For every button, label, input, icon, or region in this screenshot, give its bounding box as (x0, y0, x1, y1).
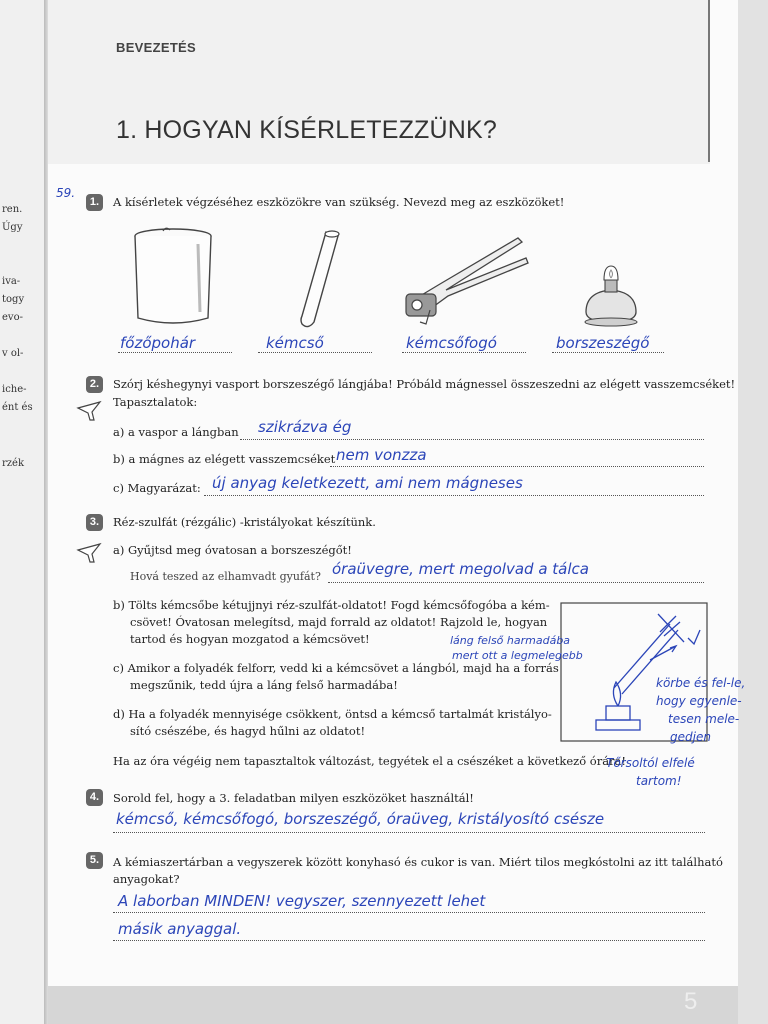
handwritten-note: körbe és fel-le, (656, 676, 746, 690)
task-number: 4. (86, 789, 103, 806)
answer-line (258, 352, 372, 353)
left-page-edge (0, 0, 46, 1024)
handwritten-answer: A laborban MINDEN! vegyszer, szennyezett lehet (118, 892, 486, 910)
answer-line (330, 466, 704, 467)
handwritten-answer: kémcső (266, 334, 324, 352)
funnel-icon (76, 398, 104, 422)
task-text: Szórj késhegynyi vasport borszeszégő lángjába! Próbáld mágnessel összeszedni az elégett vasszemcséket! (113, 377, 736, 391)
step-c-line: megszűnik, tedd újra a láng felső harmadába! (130, 678, 398, 692)
answer-line (328, 582, 704, 583)
step-b-line: csövet! Óvatosan melegítsd, majd forrald az oldatot! Rajzold le, hogyan (130, 615, 548, 629)
task-text: anyagokat? (113, 872, 180, 886)
answer-line (402, 352, 526, 353)
question-a: a) a vaspor a lángban (113, 425, 239, 439)
step-a-question: Hová teszed az elhamvadt gyufát? (130, 570, 321, 583)
step-d-line: sító csészébe, és hagyd hűlni az oldatot! (130, 724, 366, 738)
task-text: A kísérletek végzéséhez eszközökre van szükség. Nevezd meg az eszközöket! (113, 195, 565, 209)
beaker-icon (128, 222, 218, 330)
handwritten-answer: nem vonzza (336, 446, 427, 464)
left-page-fragment: evo- (2, 312, 23, 323)
left-page-fragment: iche- (2, 384, 27, 395)
left-page-fragment: togy (2, 294, 25, 305)
handwritten-answer: borszeszégő (556, 334, 650, 352)
question-c: c) Magyarázat: (113, 481, 201, 495)
answer-line (113, 832, 705, 833)
header-divider (708, 0, 710, 162)
answer-line (113, 912, 705, 913)
handwritten-note: tesen mele- (668, 712, 740, 726)
handwritten-note: gedjen (670, 730, 711, 744)
answer-line (118, 352, 232, 353)
task-text: Réz-szulfát (rézgálic) -kristályokat készítünk. (113, 515, 376, 529)
answer-line (204, 495, 704, 496)
handwritten-answer: másik anyaggal. (118, 920, 242, 938)
section-label: BEVEZETÉS (116, 40, 196, 55)
handwritten-answer: óraüvegre, mert megolvad a tálca (332, 560, 589, 578)
margin-note: 59. (56, 186, 76, 200)
page-edge-right (738, 0, 768, 1024)
left-page-fragment: rzék (2, 458, 25, 469)
handwritten-note: láng felső harmadába (450, 634, 571, 647)
step-d-line: d) Ha a folyadék mennyisége csökkent, öntsd a kémcső tartalmát kristályo- (113, 707, 552, 721)
answer-line (240, 439, 704, 440)
step-c-line: c) Amikor a folyadék felforr, vedd ki a kémcsövet a lángból, majd ha a forrás (113, 661, 559, 675)
handwritten-note: hogy egyenle- (656, 694, 742, 708)
handwritten-note: mert ott a legmelegebb (452, 649, 583, 662)
answer-line (552, 352, 664, 353)
answer-line (113, 940, 705, 941)
closing-instruction: Ha az óra végéig nem tapasztaltok változást, tegyétek el a csészéket a következő órára! (113, 754, 627, 768)
left-page-fragment: iva- (2, 276, 21, 287)
question-b: b) a mágnes az elégett vasszemcséket (113, 452, 336, 466)
task-number: 2. (86, 376, 103, 393)
page-number: 5 (684, 988, 698, 1015)
handwritten-answer: főzőpohár (120, 334, 196, 352)
task-number: 3. (86, 514, 103, 531)
handwritten-answer: szikrázva ég (258, 418, 352, 436)
handwritten-note: Tőrsoltól elfelé (606, 756, 695, 770)
step-a: a) Gyűjtsd meg óvatosan a borszeszégőt! (113, 543, 352, 557)
handwritten-answer: kémcső, kémcsőfogó, borszeszégő, óraüveg, kristályosító csésze (116, 810, 605, 828)
handwritten-answer: új anyag keletkezett, ami nem mágneses (212, 474, 523, 492)
handwritten-answer: kémcsőfogó (406, 334, 497, 352)
page-title: 1. HOGYAN KÍSÉRLETEZZÜNK? (116, 116, 498, 144)
left-page-fragment: ren. (2, 204, 23, 215)
left-page-fragment: ént és (2, 402, 33, 413)
tongs-icon (400, 232, 532, 328)
task-text: Sorold fel, hogy a 3. feladatban milyen eszközöket használtál! (113, 791, 474, 805)
step-b-line: tartod és hogyan mozgatod a kémcsövet! (130, 632, 370, 646)
task-text: A kémiaszertárban a vegyszerek között konyhasó és cukor is van. Miért tilos megkóstolni az itt található (113, 855, 723, 869)
burner-icon (580, 262, 642, 328)
left-page-fragment: Úgy (2, 222, 23, 233)
left-page-fragment: v ol- (2, 348, 24, 359)
footer-band (48, 986, 738, 1024)
task-number: 1. (86, 194, 103, 211)
step-b-line: b) Tölts kémcsőbe kétujjnyi réz-szulfát-oldatot! Fogd kémcsőfogóba a kém- (113, 598, 550, 612)
test-tube-icon (290, 226, 350, 336)
handwritten-note: tartom! (636, 774, 682, 788)
task-number: 5. (86, 852, 103, 869)
funnel-icon (76, 540, 104, 564)
observations-label: Tapasztalatok: (113, 395, 198, 409)
